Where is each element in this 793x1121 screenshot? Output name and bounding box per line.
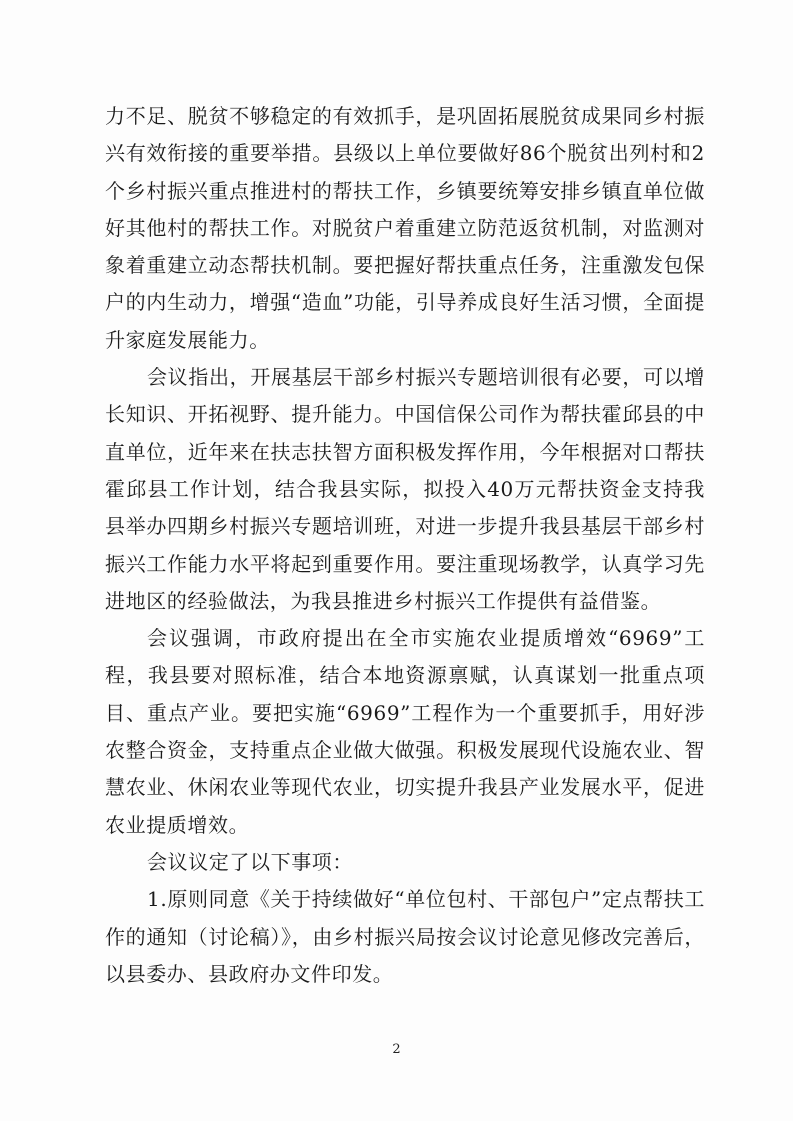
paragraph-6969-project: 会议强调，市政府提出在全市实施农业提质增效“6969”工程，我县要对照标准，结合本地资源禀赋，认真谋划一批重点项目、重点产业。要把实施“6969”工程作为一个重要抓手，用好涉农整合资金，支持重点企业做大做强。积极发展现代设施农业、智慧农业、休闲农业等现代农业，切实提升我县产业发展水平，促进农业提质增效。: [105, 626, 705, 837]
decision-item-1: 1.原则同意《关于持续做好“单位包村、干部包户”定点帮扶工作的通知（讨论稿）》，由乡村振兴局按会议讨论意见修改完善后，以县委办、县政府办文件印发。: [105, 887, 705, 986]
paragraph-training: 会议指出，开展基层干部乡村振兴专题培训很有必要，可以增长知识、开拓视野、提升能力。中国信保公司作为帮扶霍邱县的中直单位，近年来在扶志扶智方面积极发挥作用，今年根据对口帮扶霍邱县工作计划，结合我县实际，拟投入40万元帮扶资金支持我县举办四期乡村振兴专题培训班，对进一步提升我县基层干部乡村振兴工作能力水平将起到重要作用。要注重现场教学，认真学习先进地区的经验做法，为我县推进乡村振兴工作提供有益借鉴。: [105, 365, 705, 613]
page-number: 2: [392, 1042, 401, 1057]
paragraph-decisions-intro: 会议议定了以下事项：: [147, 849, 353, 874]
document-body: [105, 98, 705, 993]
paragraph-continuation: 力不足、脱贫不够稳定的有效抓手，是巩固拓展脱贫成果同乡村振兴有效衔接的重要举措。县级以上单位要做好86个脱贫出列村和2个乡村振兴重点推进村的帮扶工作，乡镇要统筹安排乡镇直单位做好其他村的帮扶工作。对脱贫户着重建立防范返贫机制，对监测对象着重建立动态帮扶机制。要把握好帮扶重点任务，注重激发包保户的内生动力，增强“造血”功能，引导养成良好生活习惯，全面提升家庭发展能力。: [105, 104, 705, 352]
